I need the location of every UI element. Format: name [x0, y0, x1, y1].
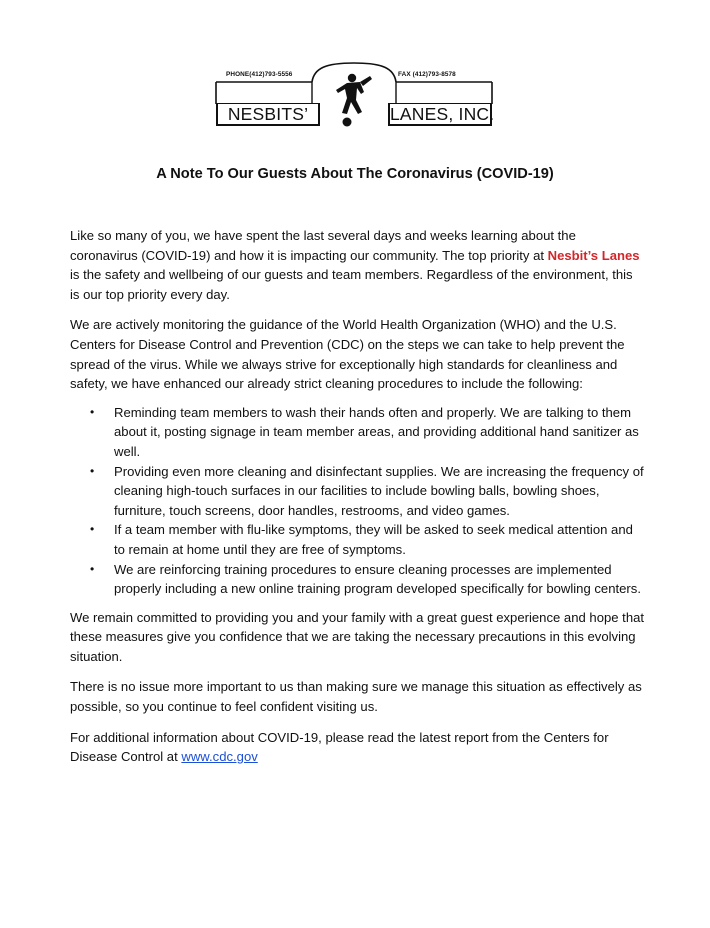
- more-info-paragraph: [70, 728, 645, 767]
- bullet-icon: •: [90, 561, 95, 576]
- list-item-text: Reminding team members to wash their hands often and properly. We are talking to them about it, posting signage in team member areas, and providing additional hand sanitizer as well.: [114, 404, 639, 459]
- list-item-text: If a team member with flu-like symptoms, they will be asked to seek medical attention and to remain at home until they are free of symptoms.: [114, 522, 633, 557]
- cleaning-measures-list: [70, 403, 645, 599]
- priority-paragraph: There is no issue more important to us than making sure we manage this situation as effectively as possible, so you continue to feel confident visiting us.: [70, 679, 642, 715]
- list-item: [90, 560, 645, 599]
- bowler-silhouette-icon: [336, 74, 372, 127]
- intro-text-before: Like so many of you, we have spent the last several days and weeks learning about the coronavirus (COVID-19) and how it is impacting our community. The top priority at: [70, 228, 576, 263]
- company-name-left: NESBITS’: [216, 103, 320, 126]
- list-item: [90, 462, 645, 521]
- commitment-paragraph: We remain committed to providing you and your family with a great guest experience and hope that these measures give you confidence that we are taking the necessary precautions in this evolving situation.: [70, 609, 645, 664]
- intro-text-after: is the safety and wellbeing of our guests and team members. Regardless of the environment, this is our top priority every day.: [70, 267, 633, 302]
- intro-paragraph: [70, 226, 645, 304]
- phone-number: PHONE(412)793-5556: [226, 71, 293, 78]
- letter-body: [70, 226, 645, 778]
- guidance-paragraph: We are actively monitoring the guidance of the World Health Organization (WHO) and the U.S. Centers for Disease Control and Prevention (CDC) on the steps we can take to help prevent the spread of the virus. While we always strive for exceptionally high standards for cleanliness and safety, we have enhanced our already strict cleaning procedures to include the following:: [70, 317, 625, 392]
- list-item-text: Providing even more cleaning and disinfectant supplies. We are increasing the frequency of cleaning high-touch surfaces in our facilities to include bowling balls, bowling shoes, furniture, touch screens, door handles, restrooms, and video games.: [114, 463, 644, 518]
- bullet-icon: •: [90, 522, 95, 537]
- fax-number: FAX (412)793-8578: [398, 71, 456, 78]
- page-title: A Note To Our Guests About The Coronavirus (COVID-19): [156, 166, 554, 182]
- business-name-highlight: Nesbit’s Lanes: [547, 247, 640, 263]
- letterhead: [214, 60, 494, 132]
- more-info-text: For additional information about COVID-19, please read the latest report from the Centers for Disease Control at: [70, 729, 609, 765]
- cdc-link[interactable]: www.cdc.gov: [181, 749, 258, 765]
- list-item-text: We are reinforcing training procedures to ensure cleaning processes are implemented properly including a new online training program developed specifically for bowling centers.: [114, 561, 641, 597]
- list-item: [90, 403, 645, 462]
- list-item: [90, 520, 645, 559]
- company-name-right: LANES, INC.: [390, 104, 495, 124]
- bullet-icon: •: [90, 404, 95, 419]
- bullet-icon: •: [90, 463, 95, 478]
